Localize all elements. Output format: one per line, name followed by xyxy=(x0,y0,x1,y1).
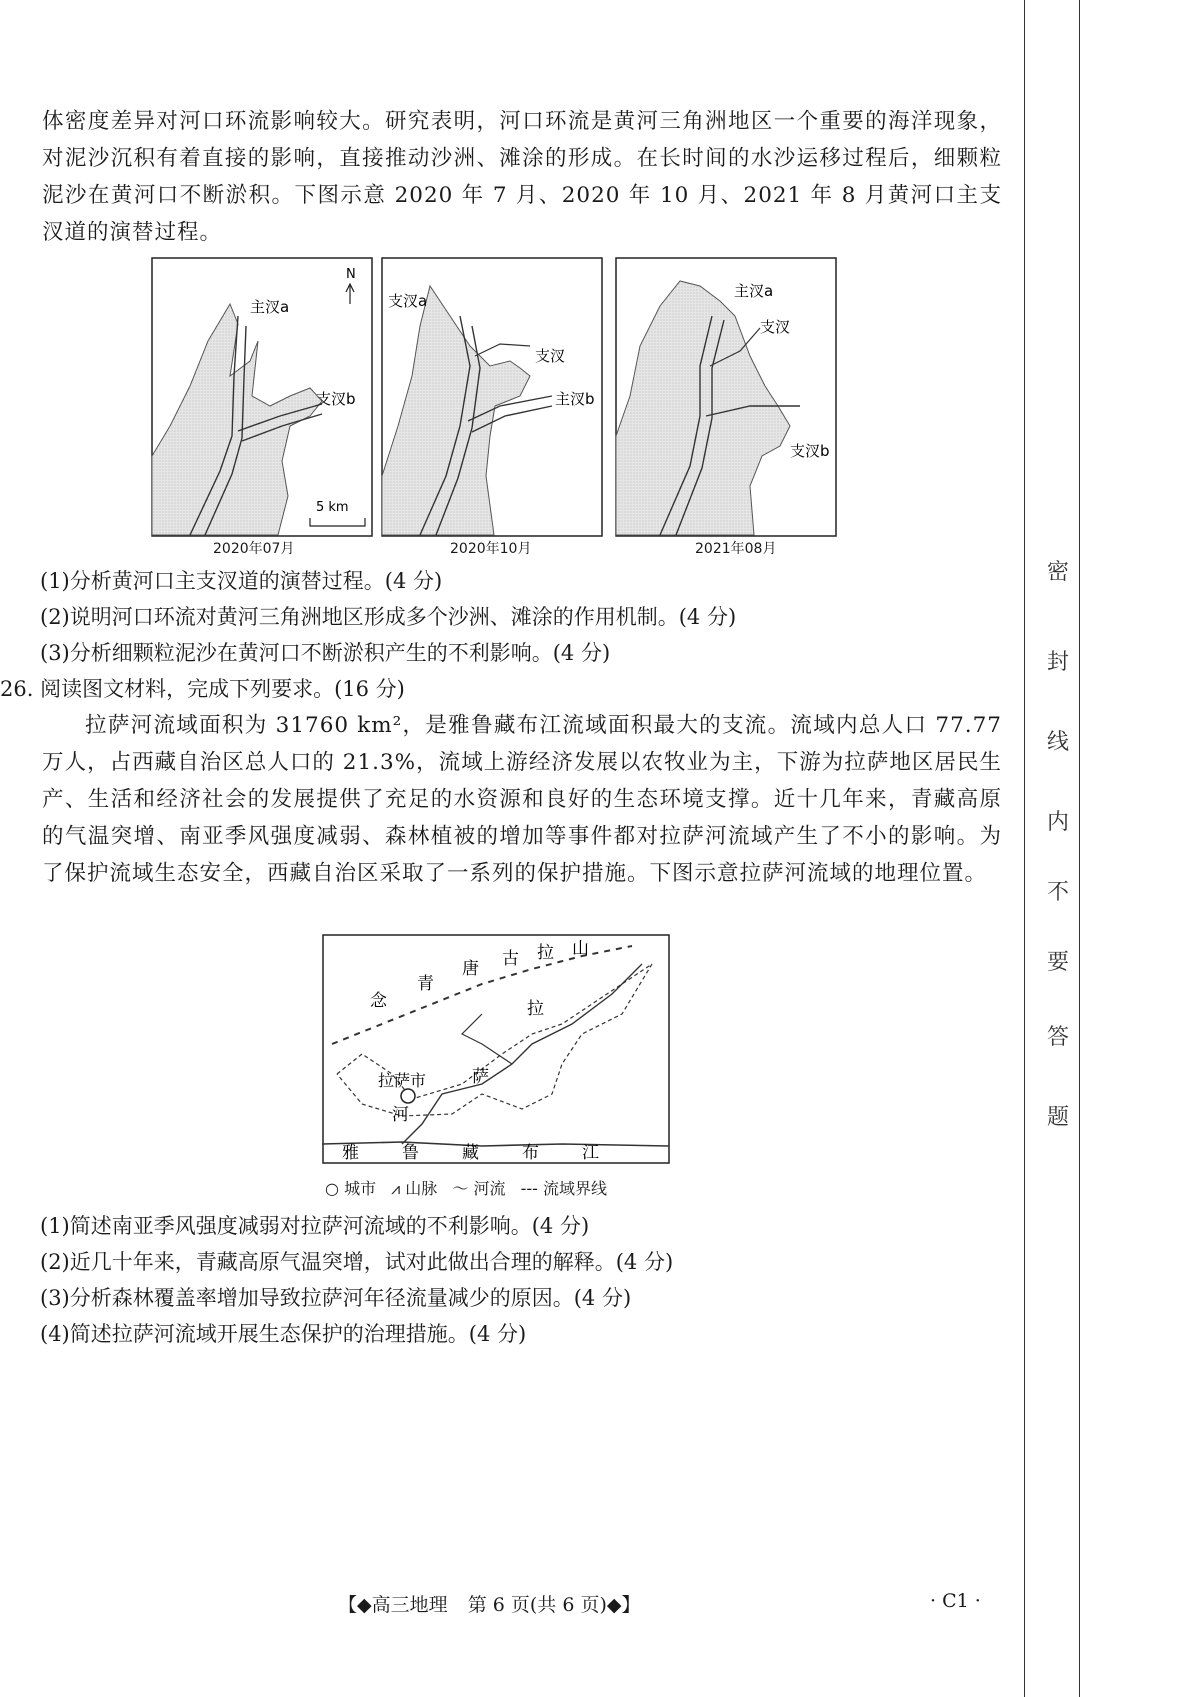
panel-caption-2: 2020年10月 xyxy=(450,541,532,557)
seal-char-4: 内 xyxy=(1046,810,1069,835)
mountain-char-2: 青 xyxy=(417,974,434,994)
river-legend-icon: 〜 xyxy=(452,1179,469,1198)
seal-char-6: 要 xyxy=(1046,950,1069,975)
label-main-a: 主汊a xyxy=(734,282,774,300)
river-char-1: 拉 xyxy=(527,999,544,1019)
footer-code: · C1 · xyxy=(930,1590,981,1612)
q25-item-1: (1)分析黄河口主支汊道的演替过程。(4 分) xyxy=(40,569,443,593)
city-legend-icon: ○ xyxy=(325,1179,339,1198)
q25-item-2: (2)说明河口环流对黄河三角洲地区形成多个沙洲、滩涂的作用机制。(4 分) xyxy=(40,605,737,629)
legend-city: 城市 xyxy=(344,1179,377,1198)
seal-line-left xyxy=(1024,0,1025,1697)
footer-page: 第 6 页(共 6 页) xyxy=(467,1594,607,1616)
scale-label: 5 km xyxy=(316,500,349,515)
mountain-char-4: 古 xyxy=(502,949,519,969)
mountain-char-1: 念 xyxy=(370,991,387,1011)
q26-item-3: (3)分析森林覆盖率增加导致拉萨河年径流量减少的原因。(4 分) xyxy=(40,1286,632,1310)
q26-item-1: (1)简述南亚季风强度减弱对拉萨河流域的不利影响。(4 分) xyxy=(40,1214,590,1238)
yarlung-char-5: 江 xyxy=(582,1143,599,1163)
lhasa-city-marker xyxy=(401,1089,415,1103)
label-branch-b: 支汊b xyxy=(316,390,356,408)
label-main-a: 主汊a xyxy=(250,298,290,316)
q25-item-3: (3)分析细颗粒泥沙在黄河口不断淤积产生的不利影响。(4 分) xyxy=(40,641,611,665)
intro-paragraph: 体密度差异对河口环流影响较大。研究表明，河口环流是黄河三角洲地区一个重要的海洋现象，对泥沙沉积有着直接的影响，直接推动沙洲、滩涂的形成。在长时间的水沙运移过程后，细颗粒泥沙在黄河口不断淤积。下图示意 2020 年 7 月、2020 年 10 月、2021 年 8 月黄河口主支汊道的演替过程。 xyxy=(42,109,1002,245)
footer-logo-icon: ◆ xyxy=(357,1594,372,1616)
legend-mountain: 山脉 xyxy=(405,1179,438,1198)
footer-left-mark: 【 xyxy=(338,1594,358,1616)
footer-logo-icon-right: ◆ xyxy=(606,1594,622,1616)
footer-subject: 高三地理 xyxy=(371,1594,448,1616)
seal-char-3: 线 xyxy=(1046,730,1069,755)
q26-paragraph: 拉萨河流域面积为 31760 km²，是雅鲁藏布江流域面积最大的支流。流域内总人口 77.77万人，占西藏自治区总人口的 21.3%，流域上游经济发展以农牧业为主，下游为拉萨地区居民生产、生活和经济社会的发展提供了充足的水资源和良好的生态环境支撑。近十几年来，青藏高原的气温突增、南亚季风强度减弱、森林植被的增加等事件都对拉萨河流域产生了不小的影响。为了保护流域生态安全，西藏自治区采取了一系列的保护措施。下图示意拉萨河流域的地理位置。 xyxy=(42,713,1002,886)
river-char-3: 河 xyxy=(392,1105,409,1125)
label-main-b: 主汊b xyxy=(555,390,595,408)
legend-boundary: 流域界线 xyxy=(543,1179,608,1198)
map-legend xyxy=(325,1176,607,1199)
mountain-char-5: 拉 xyxy=(537,943,554,963)
boundary-legend-icon: --- xyxy=(520,1179,538,1198)
page-footer xyxy=(338,1590,641,1617)
footer-right-mark: 】 xyxy=(621,1594,641,1616)
yarlung-char-1: 雅 xyxy=(342,1143,359,1163)
estuary-figure xyxy=(150,256,850,556)
label-branch: 支汊 xyxy=(760,318,791,336)
q26-item-4: (4)简述拉萨河流域开展生态保护的治理措施。(4 分) xyxy=(40,1322,527,1346)
yarlung-char-3: 藏 xyxy=(462,1143,479,1163)
city-label: 拉萨市 xyxy=(377,1071,427,1090)
yarlung-char-2: 鲁 xyxy=(402,1143,419,1163)
mountain-char-3: 唐 xyxy=(462,959,479,979)
panel-2020-07 xyxy=(152,258,372,536)
yarlung-char-4: 布 xyxy=(522,1143,539,1163)
panel-caption-3: 2021年08月 xyxy=(695,541,777,557)
lhasa-basin-map xyxy=(322,934,670,1164)
seal-line-right xyxy=(1079,0,1080,1697)
seal-char-5: 不 xyxy=(1046,880,1069,905)
seal-char-8: 题 xyxy=(1046,1105,1069,1130)
q26-item-2: (2)近几十年来，青藏高原气温突增，试对此做出合理的解释。(4 分) xyxy=(40,1250,674,1274)
seal-char-2: 封 xyxy=(1046,650,1069,675)
label-branch: 支汊 xyxy=(535,347,566,365)
label-branch-b: 支汊b xyxy=(790,442,830,460)
legend-river: 河流 xyxy=(473,1179,506,1198)
panel-2020-10 xyxy=(382,258,602,536)
panel-2021-08 xyxy=(616,258,836,536)
panel-caption-1: 2020年07月 xyxy=(213,541,295,557)
north-arrow-label: N xyxy=(346,267,356,282)
seal-char-7: 答 xyxy=(1046,1025,1069,1050)
q26-heading: 26. 阅读图文材料，完成下列要求。(16 分) xyxy=(0,677,405,701)
river-char-2: 萨 xyxy=(472,1067,489,1087)
mountain-char-6: 山 xyxy=(572,939,589,959)
mountain-legend-icon: ⩘ xyxy=(391,1179,401,1198)
label-branch-a: 支汊a xyxy=(388,292,428,310)
seal-char-1: 密 xyxy=(1046,560,1069,585)
